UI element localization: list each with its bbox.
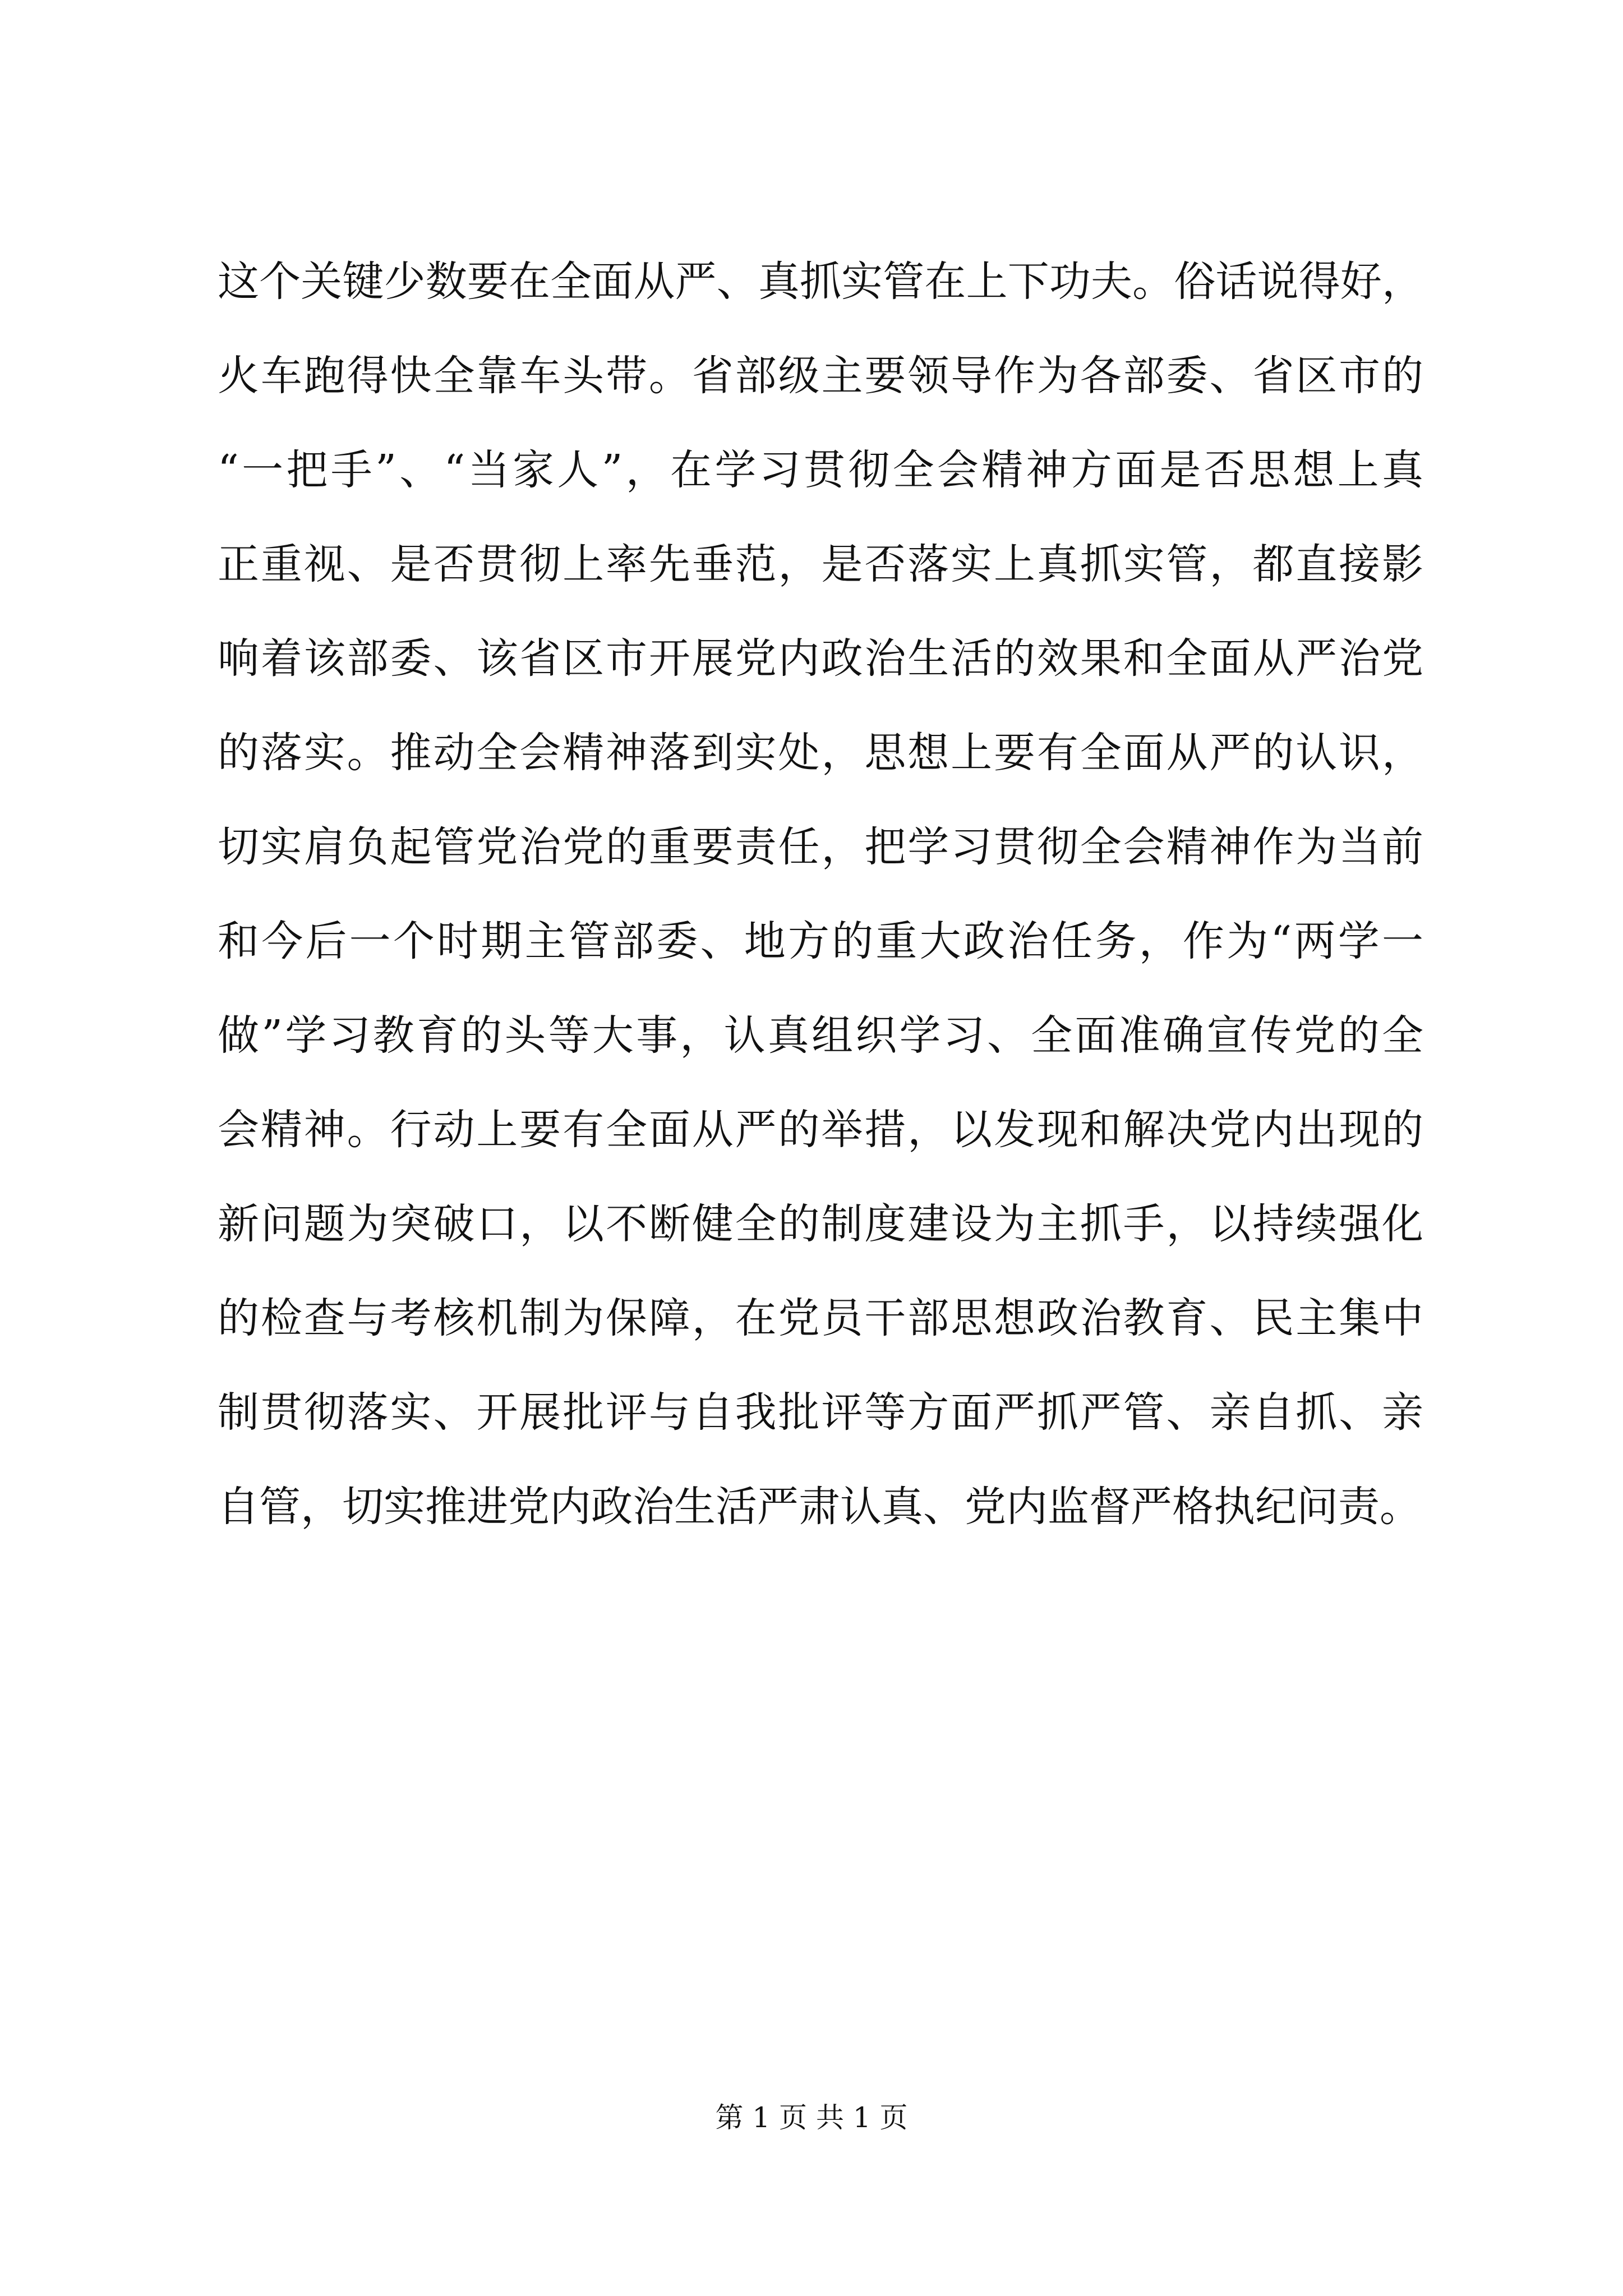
- text-line: 的落实。推动全会精神落到实处，思想上要有全面从严的认识，: [218, 729, 1423, 777]
- text-line: 响着该部委、该省区市开展党内政治生活的效果和全面从严治党: [218, 634, 1423, 683]
- text-line: 做”学习教育的头等大事，认真组织学习、全面准确宣传党的全: [218, 1011, 1423, 1060]
- text-line: 正重视、是否贯彻上率先垂范，是否落实上真抓实管，都直接影: [218, 540, 1423, 588]
- body-paragraph: [218, 234, 1423, 1554]
- text-line: 制贯彻落实、开展批评与自我批评等方面严抓严管、亲自抓、亲: [218, 1388, 1423, 1437]
- text-line: 会精神。行动上要有全面从严的举措，以发现和解决党内出现的: [218, 1106, 1423, 1154]
- text-line: 自管，切实推进党内政治生活严肃认真、党内监督严格执纪问责。: [218, 1483, 1421, 1531]
- text-line: 的检查与考核机制为保障，在党员干部思想政治教育、民主集中: [218, 1294, 1423, 1342]
- text-line: “一把手”、“当家人”，在学习贯彻全会精神方面是否思想上真: [218, 446, 1423, 494]
- text-line: 和今后一个时期主管部委、地方的重大政治任务，作为“两学一: [218, 917, 1423, 965]
- text-line: 火车跑得快全靠车头带。省部级主要领导作为各部委、省区市的: [218, 352, 1423, 400]
- text-line: 新问题为突破口，以不断健全的制度建设为主抓手，以持续强化: [218, 1200, 1423, 1248]
- text-line: 这个关键少数要在全面从严、真抓实管在上下功夫。俗话说得好，: [218, 257, 1423, 306]
- page-footer: 第 1 页 共 1 页: [715, 2101, 908, 2134]
- text-line: 切实肩负起管党治党的重要责任，把学习贯彻全会精神作为当前: [218, 823, 1423, 871]
